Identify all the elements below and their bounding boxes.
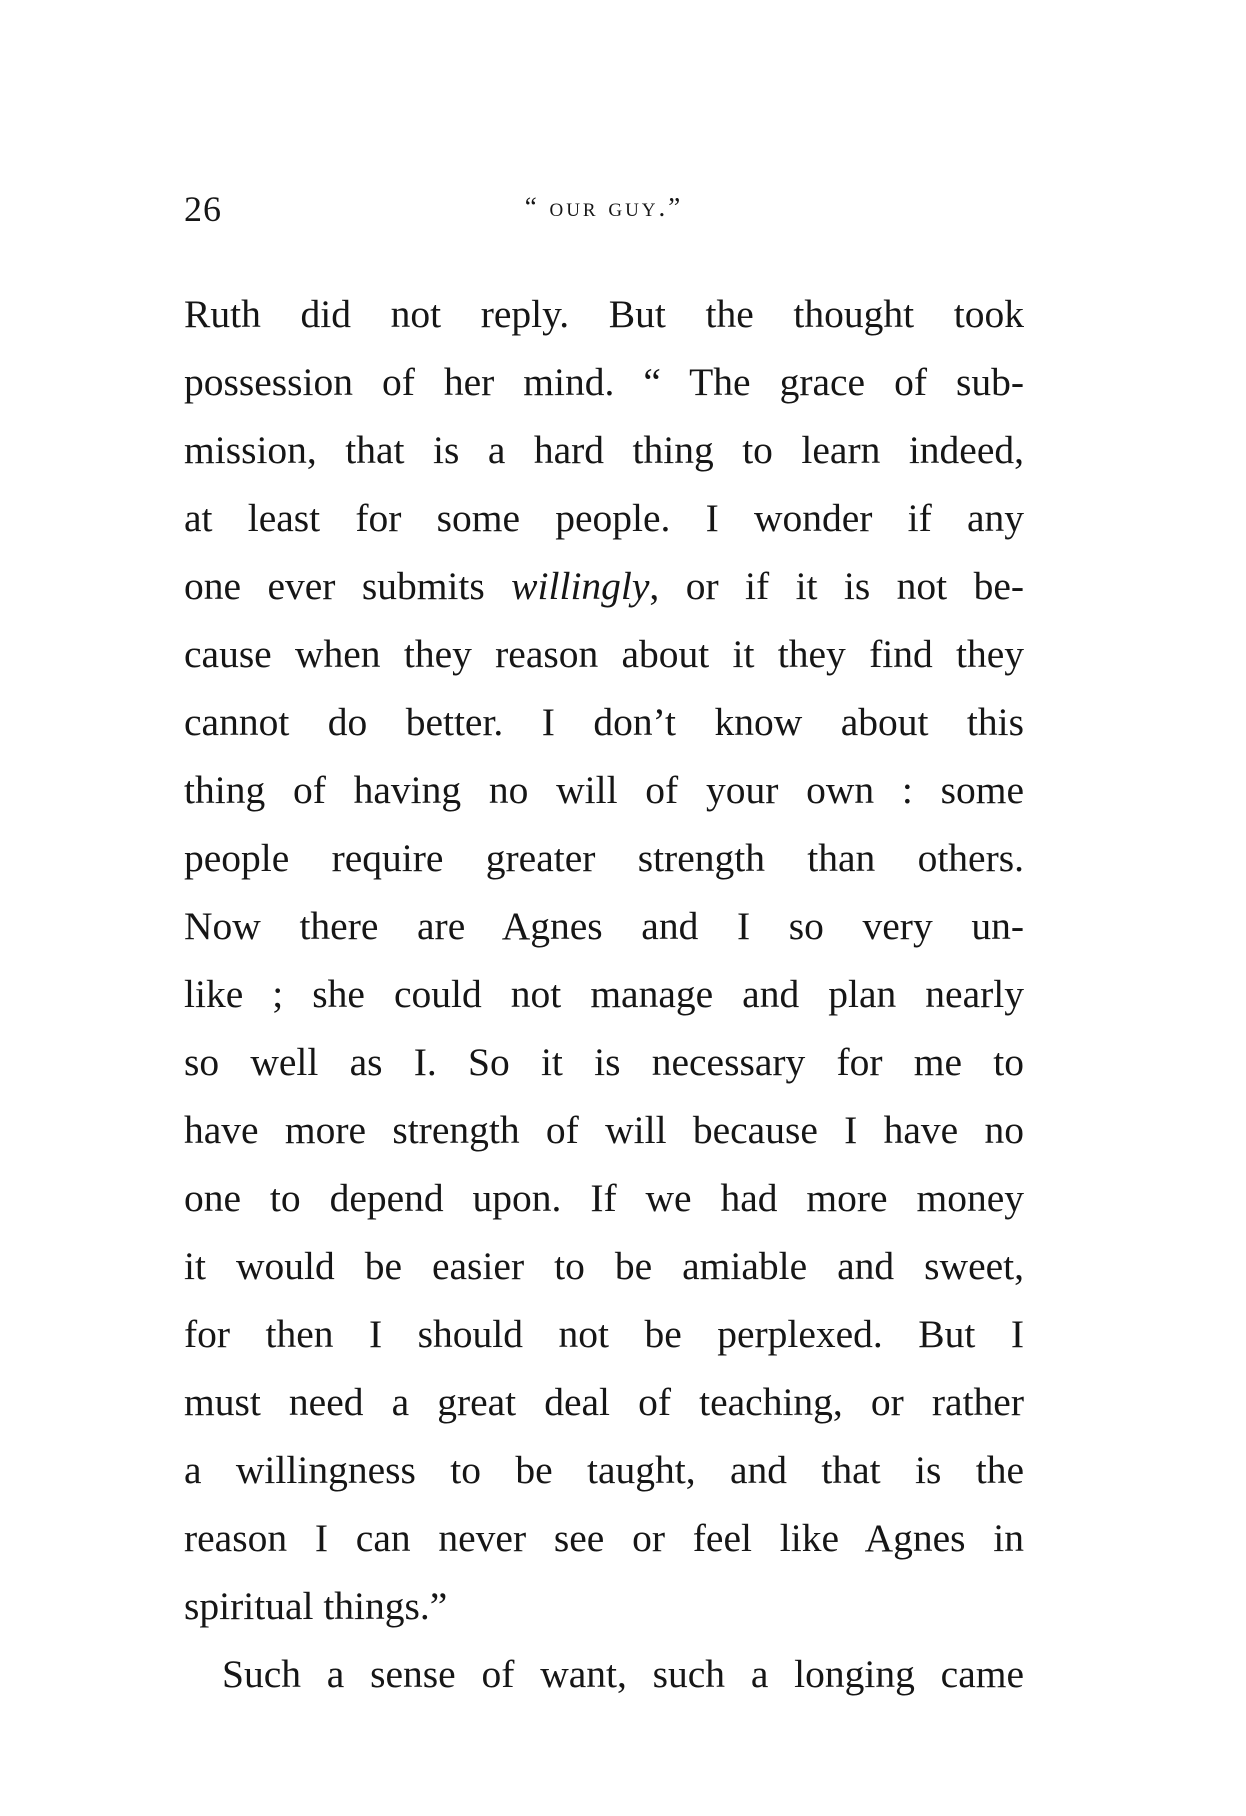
text-line: must need a great deal of teaching, or rather <box>184 1380 1024 1424</box>
text-line: like ; she could not manage and plan nearly <box>184 972 1024 1016</box>
body-text <box>184 280 1024 1708</box>
text-line: Such a sense of want, such a longing came <box>222 1652 1024 1696</box>
text-line: spiritual things.” <box>184 1584 448 1628</box>
text-line: a willingness to be taught, and that is the <box>184 1448 1024 1492</box>
page-header <box>184 188 1024 248</box>
text-line: Now there are Agnes and I so very un- <box>184 904 1024 948</box>
text-segment: one ever submits <box>184 564 485 608</box>
emphasis-text: willingly <box>511 564 650 608</box>
text-line: possession of her mind. “ The grace of sub- <box>184 360 1024 404</box>
text-line: at least for some people. I wonder if any <box>184 496 1024 540</box>
text-line: cannot do better. I don’t know about this <box>184 700 1024 744</box>
text-line: have more strength of will because I have no <box>184 1108 1024 1152</box>
text-line: thing of having no will of your own : some <box>184 768 1024 812</box>
text-line: it would be easier to be amiable and sweet, <box>184 1244 1024 1288</box>
text-line: one to depend upon. If we had more money <box>184 1176 1024 1220</box>
text-line: cause when they reason about it they find they <box>184 632 1024 676</box>
text-line: mission, that is a hard thing to learn indeed, <box>184 428 1024 472</box>
text-line <box>184 552 1024 620</box>
text-line: Ruth did not reply. But the thought took <box>184 292 1024 336</box>
text-line: people require greater strength than others. <box>184 836 1024 880</box>
text-line: for then I should not be perplexed. But I <box>184 1312 1024 1356</box>
text-segment: , or if it is not be- <box>649 564 1025 608</box>
page-number: 26 <box>184 189 222 229</box>
running-title: “ our guy.” <box>524 192 684 222</box>
text-line: so well as I. So it is necessary for me to <box>184 1040 1024 1084</box>
text-line: reason I can never see or feel like Agnes in <box>184 1516 1024 1560</box>
